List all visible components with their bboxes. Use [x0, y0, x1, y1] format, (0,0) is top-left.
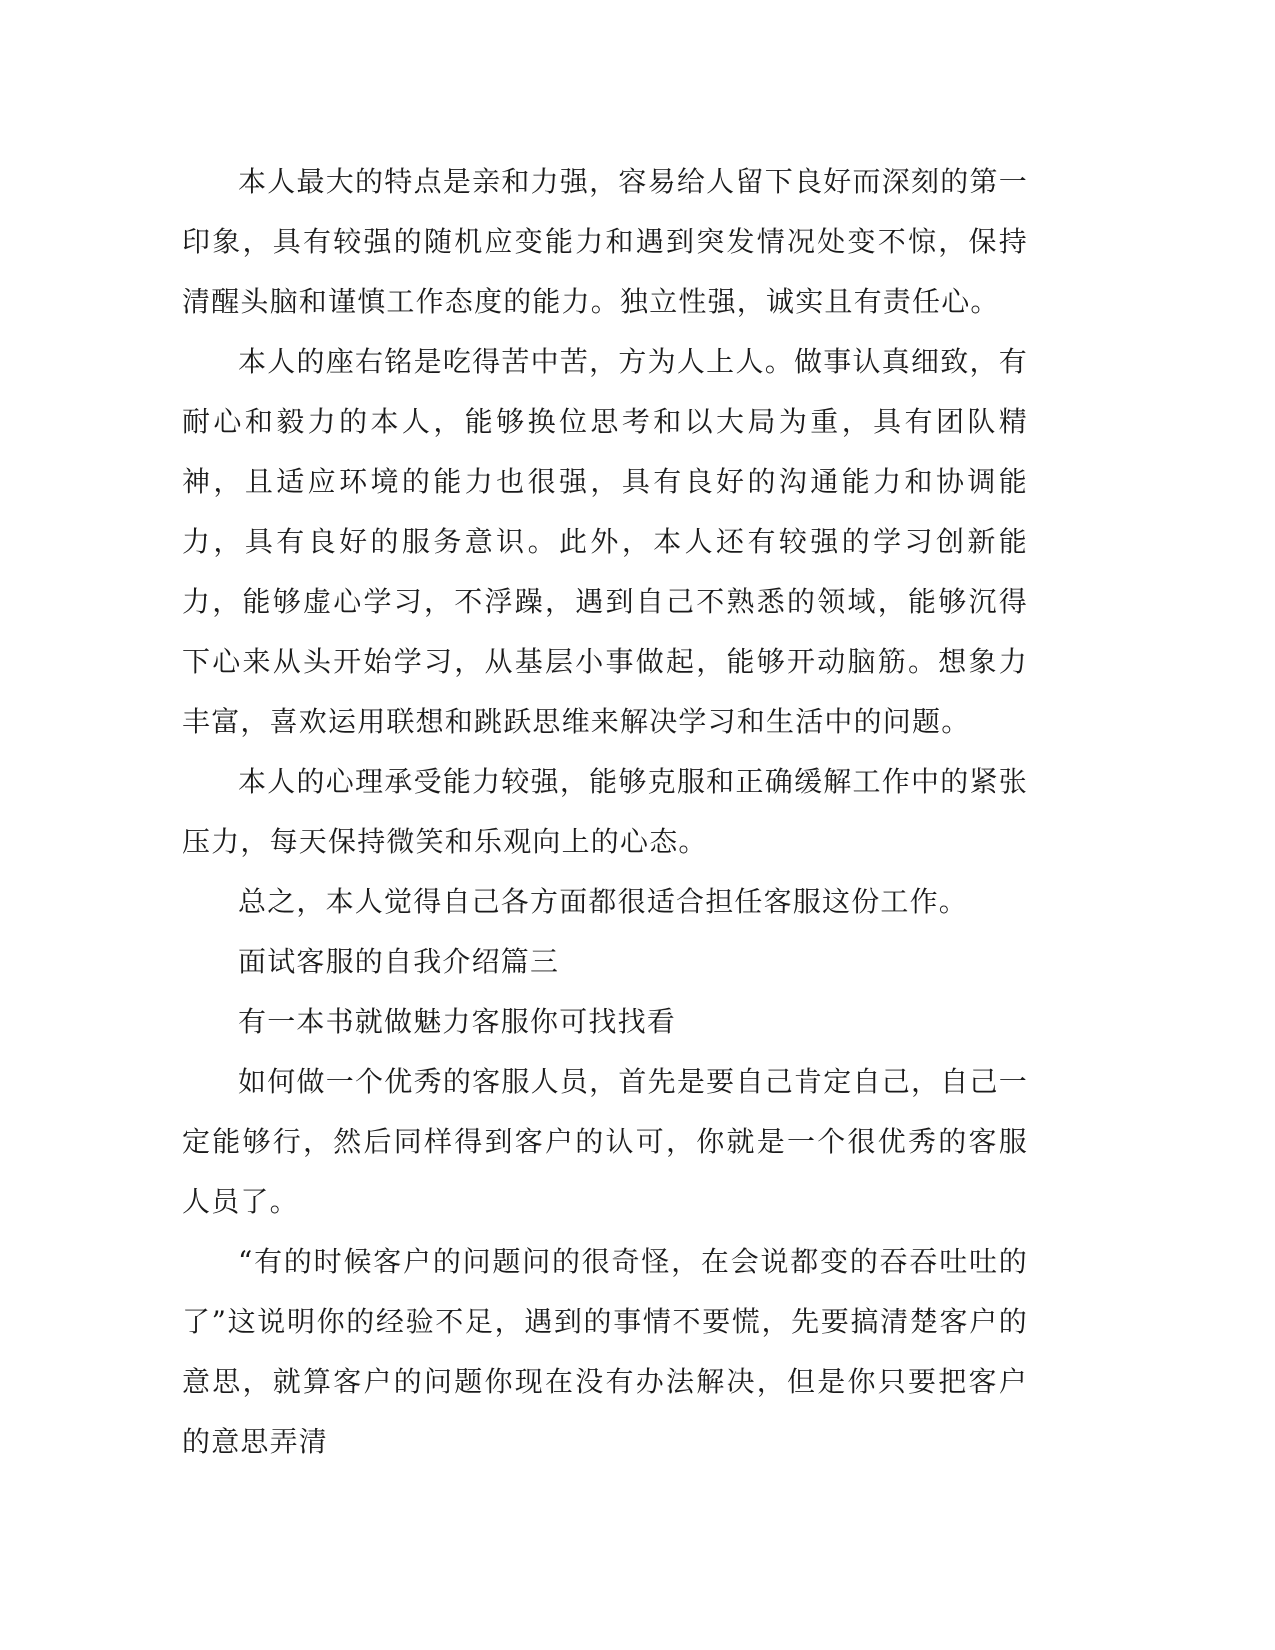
paragraph-customer-questions: “有的时候客户的问题问的很奇怪，在会说都变的吞吞吐吐的了”这说明你的经验不足，遇到的事情不要慌，先要搞清楚客户的意思，就算客户的问题你现在没有办法解决，但是你只要把客户的意思弄清 — [182, 1245, 1028, 1458]
book-recommendation: 有一本书就做魅力客服你可找找看 — [238, 1005, 677, 1038]
paragraph-motto: 本人的座右铭是吃得苦中苦，方为人上人。做事认真细致，有耐心和毅力的本人，能够换位思考和以大局为重，具有团队精神，且适应环境的能力也很强，具有良好的沟通能力和协调能力，具有良好的服务意识。此外，本人还有较强的学习创新能力，能够虚心学习，不浮躁，遇到自己不熟悉的领域，能够沉得下心来从头开始学习，从基层小事做起，能够开动脑筋。想象力丰富，喜欢运用联想和跳跃思维来解决学习和生活中的问题。 — [182, 345, 1028, 738]
paragraph-personality: 本人最大的特点是亲和力强，容易给人留下良好而深刻的第一印象，具有较强的随机应变能力和遇到突发情况处变不惊，保持清醒头脑和谨慎工作态度的能力。独立性强，诚实且有责任心。 — [182, 165, 1028, 318]
paragraph-pressure: 本人的心理承受能力较强，能够克服和正确缓解工作中的紧张压力，每天保持微笑和乐观向上的心态。 — [182, 765, 1028, 858]
paragraph-excellent-service: 如何做一个优秀的客服人员，首先是要自己肯定自己，自己一定能够行，然后同样得到客户的认可，你就是一个很优秀的客服人员了。 — [182, 1065, 1028, 1218]
document-page — [182, 152, 1028, 1472]
paragraph-summary: 总之，本人觉得自己各方面都很适合担任客服这份工作。 — [238, 885, 969, 918]
section-heading: 面试客服的自我介绍篇三 — [238, 945, 560, 978]
